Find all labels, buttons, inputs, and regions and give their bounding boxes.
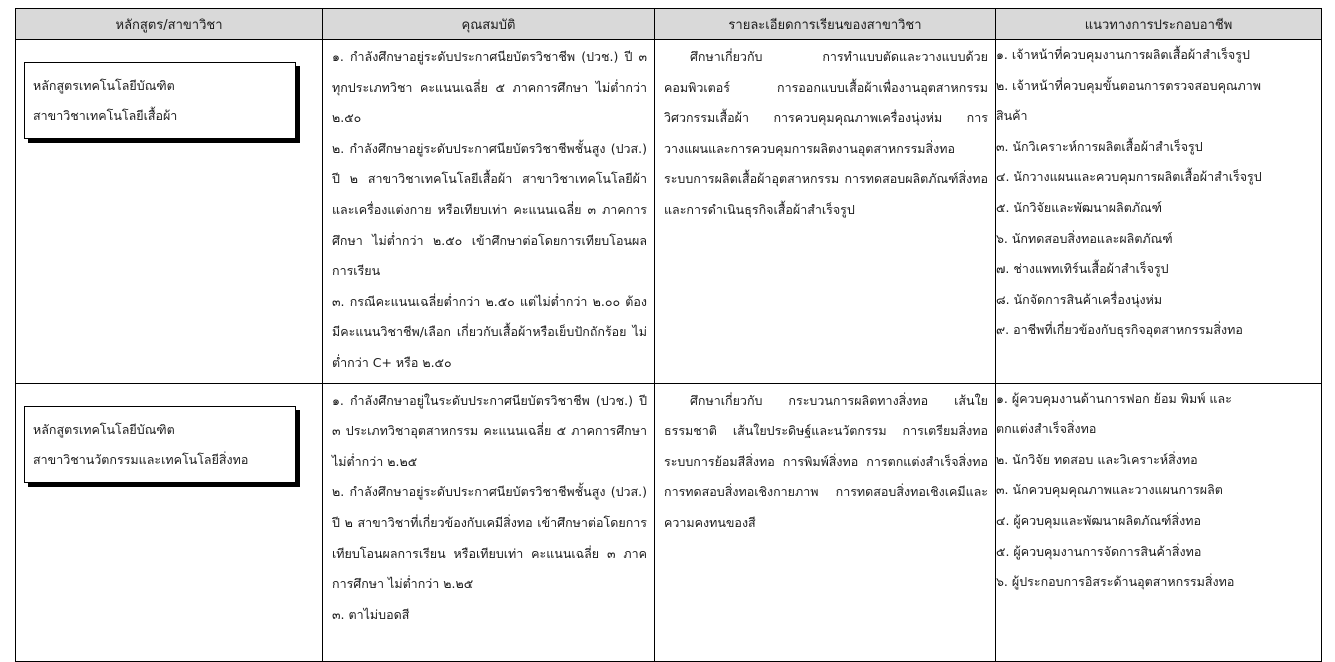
careers-cell xyxy=(996,383,1322,661)
table-header-row xyxy=(16,9,1322,40)
header-careers: แนวทางการประกอบอาชีพ xyxy=(996,9,1322,40)
career-item: ๑. เจ้าหน้าที่ควบคุมงานการผลิตเสื้อผ้าสำเร็จรูป xyxy=(996,47,1250,62)
qualifications-cell xyxy=(323,383,655,661)
curriculum-table xyxy=(15,8,1322,662)
details-cell xyxy=(655,383,996,661)
career-item: ๖. ผู้ประกอบการอิสระด้านอุตสาหกรรมสิ่งทอ xyxy=(996,574,1235,590)
program-degree: หลักสูตรเทคโนโลยีบัณฑิต xyxy=(33,421,175,437)
career-item: ๒. นักวิจัย ทดสอบ และวิเคราะห์สิ่งทอ xyxy=(996,451,1198,467)
header-program: หลักสูตร/สาขาวิชา xyxy=(16,9,323,40)
career-item: ๓. นักวิเคราะห์การผลิตเสื้อผ้าสำเร็จรูป xyxy=(996,138,1203,154)
qualifications-text: ๑. กำลังศึกษาอยู่ในระดับประกาศนียบัตรวิชาชีพ (ปวช.) ปี ๓ ประเภทวิชาอุตสาหกรรม คะแนนเฉลี่ย ๕ ภาคการศึกษา ไม่ต่ำกว่า ๒.๒๕ ๒. กำลังศึกษาอยู่ระดับประกาศนียบัตรวิชาชีพชั้นสูง (ปวส.) ปี ๒ สาขาวิชาที่เกี่ยวข้องกับเคมีสิ่งทอ เข้าศึกษาต่อโดยการเทียบโอนผลการเรียน หรือเทียบเท่า คะแนนเฉลี่ย ๓ ภาคการศึกษา ไม่ต่ำกว่า ๒.๒๕ ๓. ตาไม่บอดสี xyxy=(332,392,647,622)
program-degree: หลักสูตรเทคโนโลยีบัณฑิต xyxy=(33,78,175,93)
career-item: สินค้า xyxy=(996,108,1028,124)
header-qualifications: คุณสมบัติ xyxy=(323,9,655,40)
details-text: ศึกษาเกี่ยวกับ การทำแบบตัดและวางแบบด้วยคอมพิวเตอร์ การออกแบบเสื้อผ้าเพื่องานอุตสาหกรรม วิศวกรรมเสื้อผ้า การควบคุมคุณภาพเครื่องนุ่งห่ม การวางแผนและการควบคุมการผลิตงานอุตสาหกรรมสิ่งทอ ระบบการผลิตเสื้อผ้าอุตสาหกรรม การทดสอบผลิตภัณฑ์สิ่งทอ และการดำเนินธุรกิจเสื้อผ้าสำเร็จรูป xyxy=(664,49,988,217)
header-details: รายละเอียดการเรียนของสาขาวิชา xyxy=(655,9,996,40)
career-item: ๕. นักวิจัยและพัฒนาผลิตภัณฑ์ xyxy=(996,199,1163,215)
career-item: ๕. ผู้ควบคุมงานการจัดการสินค้าสิ่งทอ xyxy=(996,543,1202,559)
career-item: ๒. เจ้าหน้าที่ควบคุมขั้นตอนการตรวจสอบคุณภาพ xyxy=(996,77,1262,93)
career-item: ๑. ผู้ควบคุมงานด้านการฟอก ย้อม พิมพ์ และ xyxy=(996,390,1232,406)
details-text: ศึกษาเกี่ยวกับ กระบวนการผลิตทางสิ่งทอ เส้นใยธรรมชาติ เส้นใยประดิษฐ์และนวัตกรรม การเตรียมสิ่งทอ ระบบการย้อมสีสิ่งทอ การพิมพ์สิ่งทอ การตกแต่งสำเร็จสิ่งทอ การทดสอบสิ่งทอเชิงกายภาพ การทดสอบสิ่งทอเชิงเคมีและความคงทนของสี xyxy=(664,392,988,530)
career-item: ๔. ผู้ควบคุมและพัฒนาผลิตภัณฑ์สิ่งทอ xyxy=(996,512,1201,528)
program-name-box xyxy=(24,62,296,139)
qualifications-text: ๑. กำลังศึกษาอยู่ระดับประกาศนียบัตรวิชาชีพ (ปวช.) ปี ๓ ทุกประเภทวิชา คะแนนเฉลี่ย ๕ ภาคการศึกษา ไม่ต่ำกว่า ๒.๕๐ ๒. กำลังศึกษาอยู่ระดับประกาศนียบัตรวิชาชีพชั้นสูง (ปวส.) ปี ๒ สาขาวิชาเทคโนโลยีเสื้อผ้า สาขาวิชาเทคโนโลยีผ้าและเครื่องแต่งกาย หรือเทียบเท่า คะแนนเฉลี่ย ๓ ภาคการศึกษา ไม่ต่ำกว่า ๒.๕๐ เข้าศึกษาต่อโดยการเทียบโอนผลการเรียน ๓. กรณีคะแนนเฉลี่ยต่ำกว่า ๒.๕๐ แต่ไม่ต่ำกว่า ๒.๐๐ ต้องมีคะแนนวิชาชีพ/เลือก เกี่ยวกับเสื้อผ้าหรือเย็บปักถักร้อย ไม่ต่ำกว่า C+ หรือ ๒.๕๐ xyxy=(332,49,647,370)
details-cell xyxy=(655,40,996,384)
program-name-box xyxy=(24,406,296,483)
career-item: ๗. ช่างแพทเทิร์นเสื้อผ้าสำเร็จรูป xyxy=(996,261,1169,277)
career-list xyxy=(996,384,1321,598)
program-major: สาขาวิชานวัตกรรมและเทคโนโลยีสิ่งทอ xyxy=(33,451,249,467)
program-major: สาขาวิชาเทคโนโลยีเสื้อผ้า xyxy=(33,108,178,123)
career-item: ตกแต่งสำเร็จสิ่งทอ xyxy=(996,421,1097,437)
career-item: ๘. นักจัดการสินค้าเครื่องนุ่งห่ม xyxy=(996,291,1163,307)
career-item: ๖. นักทดสอบสิ่งทอและผลิตภัณฑ์ xyxy=(996,230,1173,246)
career-list xyxy=(996,40,1321,346)
career-item: ๔. นักวางแผนและควบคุมการผลิตเสื้อผ้าสำเร็จรูป xyxy=(996,169,1262,185)
table-row xyxy=(16,383,1322,661)
program-cell xyxy=(16,40,323,384)
table-row xyxy=(16,40,1322,384)
program-cell xyxy=(16,383,323,661)
career-item: ๙. อาชีพที่เกี่ยวข้องกับธุรกิจอุตสาหกรรมสิ่งทอ xyxy=(996,322,1243,338)
career-item: ๓. นักควบคุมคุณภาพและวางแผนการผลิต xyxy=(996,482,1223,498)
qualifications-cell xyxy=(323,40,655,384)
careers-cell xyxy=(996,40,1322,384)
